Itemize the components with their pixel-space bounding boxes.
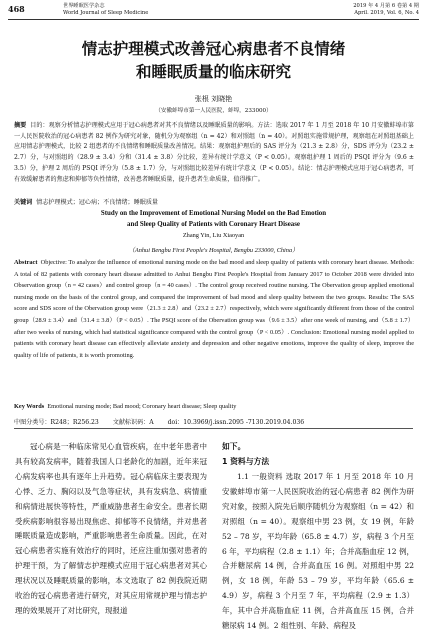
abstract-en bbox=[14, 257, 414, 361]
authors-en: Zhang Yin, Liu Xiaoyan bbox=[182, 232, 245, 239]
header-rule bbox=[8, 19, 419, 20]
doi: doi：10.3969/j.issn.2095 -7130.2019.04.036 bbox=[167, 419, 305, 426]
keywords-cn-label: 关键词 bbox=[14, 199, 33, 206]
keywords-en bbox=[14, 403, 414, 410]
abstract-cn bbox=[14, 121, 414, 185]
journal-name-en: World Journal of Sleep Medicine bbox=[63, 10, 149, 16]
abstract-cn-text: 目的：观察分析情志护理模式应用于冠心病患者对其不良情绪以及睡眠质量的影响。方法：选取 2017 年 1 月至 2018 年 10 月安徽蚌埠市第一人民医院收治的冠心病患者 82 例作为研究对象，随机分为观察组（n = 42）和对照组（n = 40）。对照组实施常规护理，观察组在对照组基础上应用情志护理模式，比较 2 组患者的不良情绪和睡眠质量改善情况。结果：观察组护理后的 SAS 评分为（21.3 ± 2.8）分，SDS 评分为（23.2 ± 2.7）分，与对照组的（28.9 ± 3.4）分和（31.4 ± 3.8）分比较，差异有统计学意义（P < 0.05）。观察组护理 1 周后的 PSQI 评分为（9.6 ± 3.5）分，护理 2 周后的 PSQI 评分为（5.8 ± 1.7）分，与对照组比较差异有统计学意义（P < 0.05）。结论：情志护理模式应用于冠心病患者，可有效缓解患者的焦虑和抑郁等负性情绪，改善患者睡眠质量，提升患者生命质量，值得推广。 bbox=[14, 122, 414, 183]
page-number: 468 bbox=[8, 4, 25, 14]
abstract-en-label: Abstract bbox=[14, 259, 38, 266]
issue-info-cn: 2019 年 4 月第 6 卷第 4 期 bbox=[353, 3, 419, 9]
paper-title-line-2: 和睡眠质量的临床研究 bbox=[135, 63, 291, 81]
affiliation: （安徽蚌埠市第一人民医院，蚌埠，233000） bbox=[155, 108, 272, 114]
keywords-en-text: Emotional nursing mode; Bad mood; Coronary heart disease; Sleep quality bbox=[47, 403, 237, 410]
body-right-column: 1.1 一般资料 选取 2017 年 1 月至 2018 年 10 月安徽蚌埠市第一人民医院收治的冠心病患者 82 例作为研究对象，按照入院先后顺序随机分为观察组（n = 42）和对照组（n = 40）。观察组中男 23 例，女 19 例，年龄 52 – 78 岁，平均年龄（65.8 ± 4.7）岁，病程 3 个月至 6 年，平均病程（2.8 ± 1.1）年；合并高脂血症 12 例，合并糖尿病 14 例，合并高血压 16 例。对照组中男 22 例，女 18 例，年龄 53 – 79 岁，平均年龄（65.6 ± 4.9）岁，病程 3 个月至 7 年，平均病程（2.9 ± 1.3）年，其中合并高脂血症 11 例，合并高血压 15 例，合并糖尿病 14 例。2 组性别、年龄、病程及 bbox=[222, 472, 414, 631]
keywords-cn-text: 情志护理模式；冠心病；不良情绪；睡眠质量 bbox=[36, 199, 159, 206]
body-left-column: 冠心病是一种临床常见心血管疾病，在中老年患者中具有较高发病率，随着我国人口老龄化的加剧，近年来冠心病发病率也具有逐年上升趋势。冠心病临床主要表现为心悸、乏力、胸闷以及气急等症状，具有发病急、病情重和病情进展快等特性，严重威胁患者生命安全。患者长期受疾病影响很容易出现焦虑、抑郁等不良情绪，并对患者睡眠质量造成影响，严重影响患者生命质量。因此，在对冠心病患者实施有效治疗的同时，还应注重加强对患者的护理干预，为了解情志护理模式应用于冠心病患者对其心理状况以及睡眠质量的影响，本文选取了 82 例我院近期收治的冠心病患者进行研究，对其应用常规护理与情志护理的效果展开了对比研究，现报道 bbox=[15, 442, 207, 615]
affiliation-en: （Anhui Bengbu First People's Hospital, Bengbu 233000, China） bbox=[128, 247, 299, 254]
clc-number: 中图分类号：R248；R256.23 bbox=[14, 419, 99, 426]
abstract-cn-label: 摘要 bbox=[14, 122, 27, 129]
keywords-en-label: Key Words bbox=[14, 403, 45, 410]
paper-title-line-1: 情志护理模式改善冠心病患者不良情绪 bbox=[81, 40, 346, 58]
section-rule bbox=[14, 428, 413, 429]
paper-title-en-line-1: Study on the Improvement of Emotional Nursing Model on the Bad Emotion bbox=[100, 210, 327, 217]
paper-title-en-line-2: and Sleep Quality of Patients with Coronary Heart Disease bbox=[127, 221, 300, 228]
running-header bbox=[8, 3, 419, 17]
paper-title bbox=[0, 38, 427, 84]
document-code: 文献标识码：A bbox=[112, 419, 154, 426]
abstract-en-text: Objective: To analyze the influence of emotional nursing mode on the bad mood and sleep quality of patients with coronary heart disease. Methods: A total of 82 patients with coronary heart disease admitted to Anhui Bengbu First People's Hospital from January 2017 to October 2018 were divided into Observation group（n = 42 cases）and control group（n = 40 cases）. The control group received routine nursing. The Obervation group applied emotional nursing mode on the basis of the control group, and compared the improvement of bad mood and sleep quality between the two groups. Results: The SAS score and SDS score of the Obervation group were（21.3 ± 2.8）and（23.2 ± 2.7）respectively, which were significantly different from those of the control group（28.9 ± 3.4）and（31.4 ± 3.8）（P < 0.05）. The PSQI score of the Obervation group was（9.6 ± 3.5）after one week of nursing, and（5.8 ± 1.7）after two weeks of nursing, which had statistical significance compared with the control group（P < 0.05）. Conclusion: Emotional nursing model applied to patients with coronary heart disease can effectively alleviate anxiety and depression and other negative emotions, improve the quality of sleep, improve the quality of life of patients, it is worth promoting. bbox=[14, 259, 414, 359]
issue-info-en: April. 2019, Vol. 6, No. 4 bbox=[354, 10, 419, 16]
section-heading: 如下。 1 资料与方法 bbox=[222, 442, 270, 466]
journal-name-cn: 世界睡眠医学杂志 bbox=[63, 3, 105, 9]
authors: 张根 刘晓艳 bbox=[194, 95, 233, 103]
article-meta bbox=[14, 417, 414, 426]
keywords-cn bbox=[14, 197, 414, 206]
paper-title-en bbox=[0, 208, 427, 230]
